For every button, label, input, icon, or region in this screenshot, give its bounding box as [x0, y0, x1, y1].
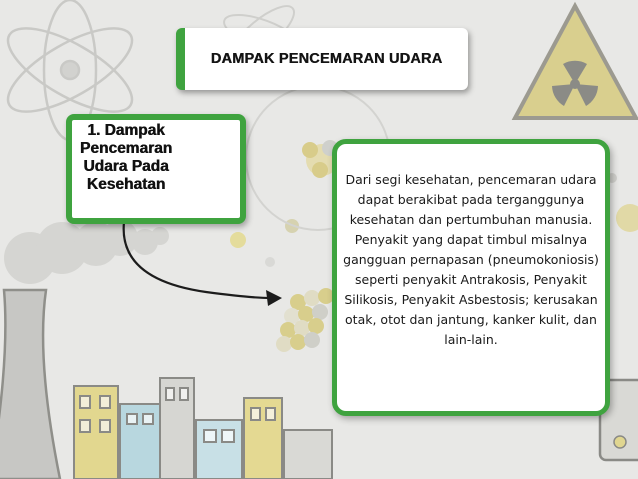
subtopic-box [66, 114, 246, 224]
content-box [332, 139, 610, 416]
title-banner [176, 28, 468, 90]
page-title: DAMPAK PENCEMARAN UDARA [210, 51, 443, 67]
subtopic-label: 1. Dampak Pencemaran Udara Pada Kesehatan [79, 122, 173, 193]
content-body: Dari segi kesehatan, pencemaran udara dapat berakibat pada terganggunya kesehatan dan pertumbuhan manusia. Penyakit yang dapat timbul misalnya gangguan pernapasan (pneumokoniosis) seperti penyakit Antrakosis, Penyakit Silikosis, Penyakit Asbestosis; kerusakan otak, otot dan jantung, kanker kulit, dan lain-lain. [343, 172, 599, 347]
